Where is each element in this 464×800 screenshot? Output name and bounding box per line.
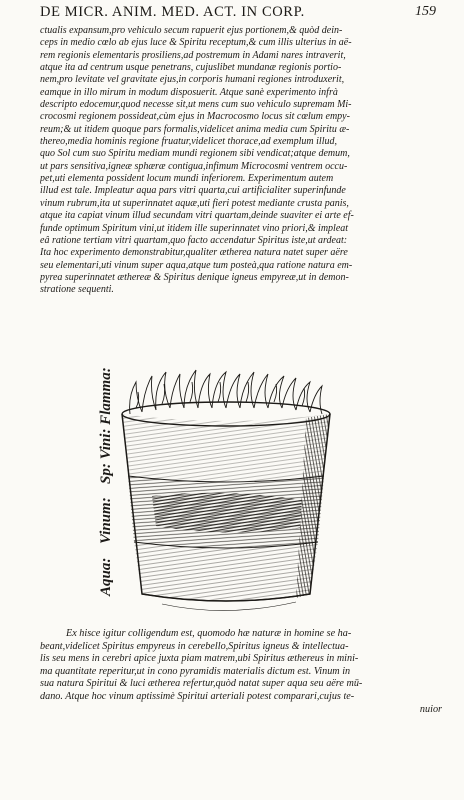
text-line: dano. Atque hoc vinum aptissimè Spiritui arteriali potest comparari,cujus te- — [40, 690, 355, 702]
text-line: nem,pro levitate vel gravitate ejus,in corporis humani regiones introduxerit, — [40, 74, 345, 86]
text-line: seu elementari,uti vinum super aqua,atque tum posteà,qua ratione natura em- — [40, 259, 353, 271]
text-line: ma quantitate reperitur,ut in cono pyramidis materialis dictum est. Vinum in — [40, 665, 351, 677]
flame-drawing — [130, 370, 322, 414]
text-line: crocosmi regionem possideat,cùm ejus in Macrocosmo locus sit cœlum empy- — [40, 111, 350, 123]
catchword: nuior — [419, 703, 442, 715]
text-line: funde optimum Spiritum vini,ut itidem ille superinnatet vino priori,& impleat — [40, 222, 349, 234]
text-line: beant,videlicet Spiritus empyreus in cerebello,Spiritus igneus & intellectua- — [40, 640, 349, 652]
aqua-label: Aqua: — [98, 557, 114, 596]
lower-paragraph — [40, 628, 442, 716]
glass-vessel — [122, 402, 330, 611]
upper-paragraph — [40, 25, 442, 297]
text-line: thereo,media hominis regione fruatur,videlicet thorace,ad exemplum illud, — [40, 136, 337, 148]
running-head: DE MICR. ANIM. MED. ACT. IN CORP. — [40, 4, 305, 20]
page-number: 159 — [415, 4, 436, 19]
text-line: vinum rubrum,ita ut superinnatet aquæ,uti fieri potest mediante crusta panis, — [40, 197, 349, 209]
text-line: rem regionis elementaris prosiliens,ad postremum in Adami nares intraverit, — [40, 49, 346, 61]
text-line: Ex hisce igitur colligendum est, quomodo hæ naturæ in homine se ha- — [66, 628, 352, 639]
text-line: eâ ratione tertiam vitri quartam,quo facto accendatur Spiritus iste,ut ardeat: — [40, 234, 348, 246]
text-line: quo Sol cum suo Spiritu mediam mundi regionem sibi vendicat;atque demum, — [40, 148, 350, 160]
text-line: descripto edocemur,quod necesse sit,ut mens cum suo vehiculo supremam Mi- — [40, 99, 352, 111]
text-line: ceps in medio cœlo ab ejus luce & Spiritu receptum,& cum illis ulterius in aë- — [40, 37, 352, 49]
text-line: atque ita capiat vinum illud secundam vitri quartam,deinde suaviter ei arte ef- — [40, 210, 354, 222]
text-line: ctualis expansum,pro vehiculo secum rapuerit ejus portionem,& quòd dein- — [40, 25, 343, 36]
spiritus-flamma-label: Sp: Vini: Flamma: — [98, 367, 114, 484]
text-line: illud est tale. Impleatur aqua pars vitri quarta,cui artificialiter superinfunde — [40, 185, 346, 197]
text-line: sua natura Spiritui & luci ætherea refertur,quòd natat super aqua seu aëre mū- — [40, 678, 363, 690]
text-line: reum;& ut itidem quoque pars formalis,videlicet anima media cum Spiritu æ- — [40, 123, 350, 135]
text-line: ut pars sensitiva,igneæ sphæræ contigua,infimum Microcosmi ventrem occu- — [40, 160, 348, 172]
glass-engraving — [92, 356, 392, 618]
text-line: stratione sequenti. — [40, 284, 114, 296]
text-line: pet,uti elementa possident locum mundi inferiorem. Experimentum autem — [40, 173, 334, 185]
text-line: lis seu mens in cerebri apice juxta piam matrem,ubi Spiritus æthereus in mini- — [40, 653, 359, 665]
vinum-label: Vinum: — [98, 497, 114, 544]
text-line: pyrea superinnatet æthereæ & Spiritus denique igneus empyreæ,ut in demon- — [40, 271, 349, 283]
text-line: atque ita ad centrum usque penetrans, cujuslibet mundanæ regionis portio- — [40, 62, 342, 74]
text-line: eamque in illo mirum in modum disposuerit. Atque sanè experimento infrà — [40, 86, 338, 98]
text-line: Ita hoc experimento demonstrabitur,qualiter ætherea natura natet super aëre — [40, 247, 348, 259]
